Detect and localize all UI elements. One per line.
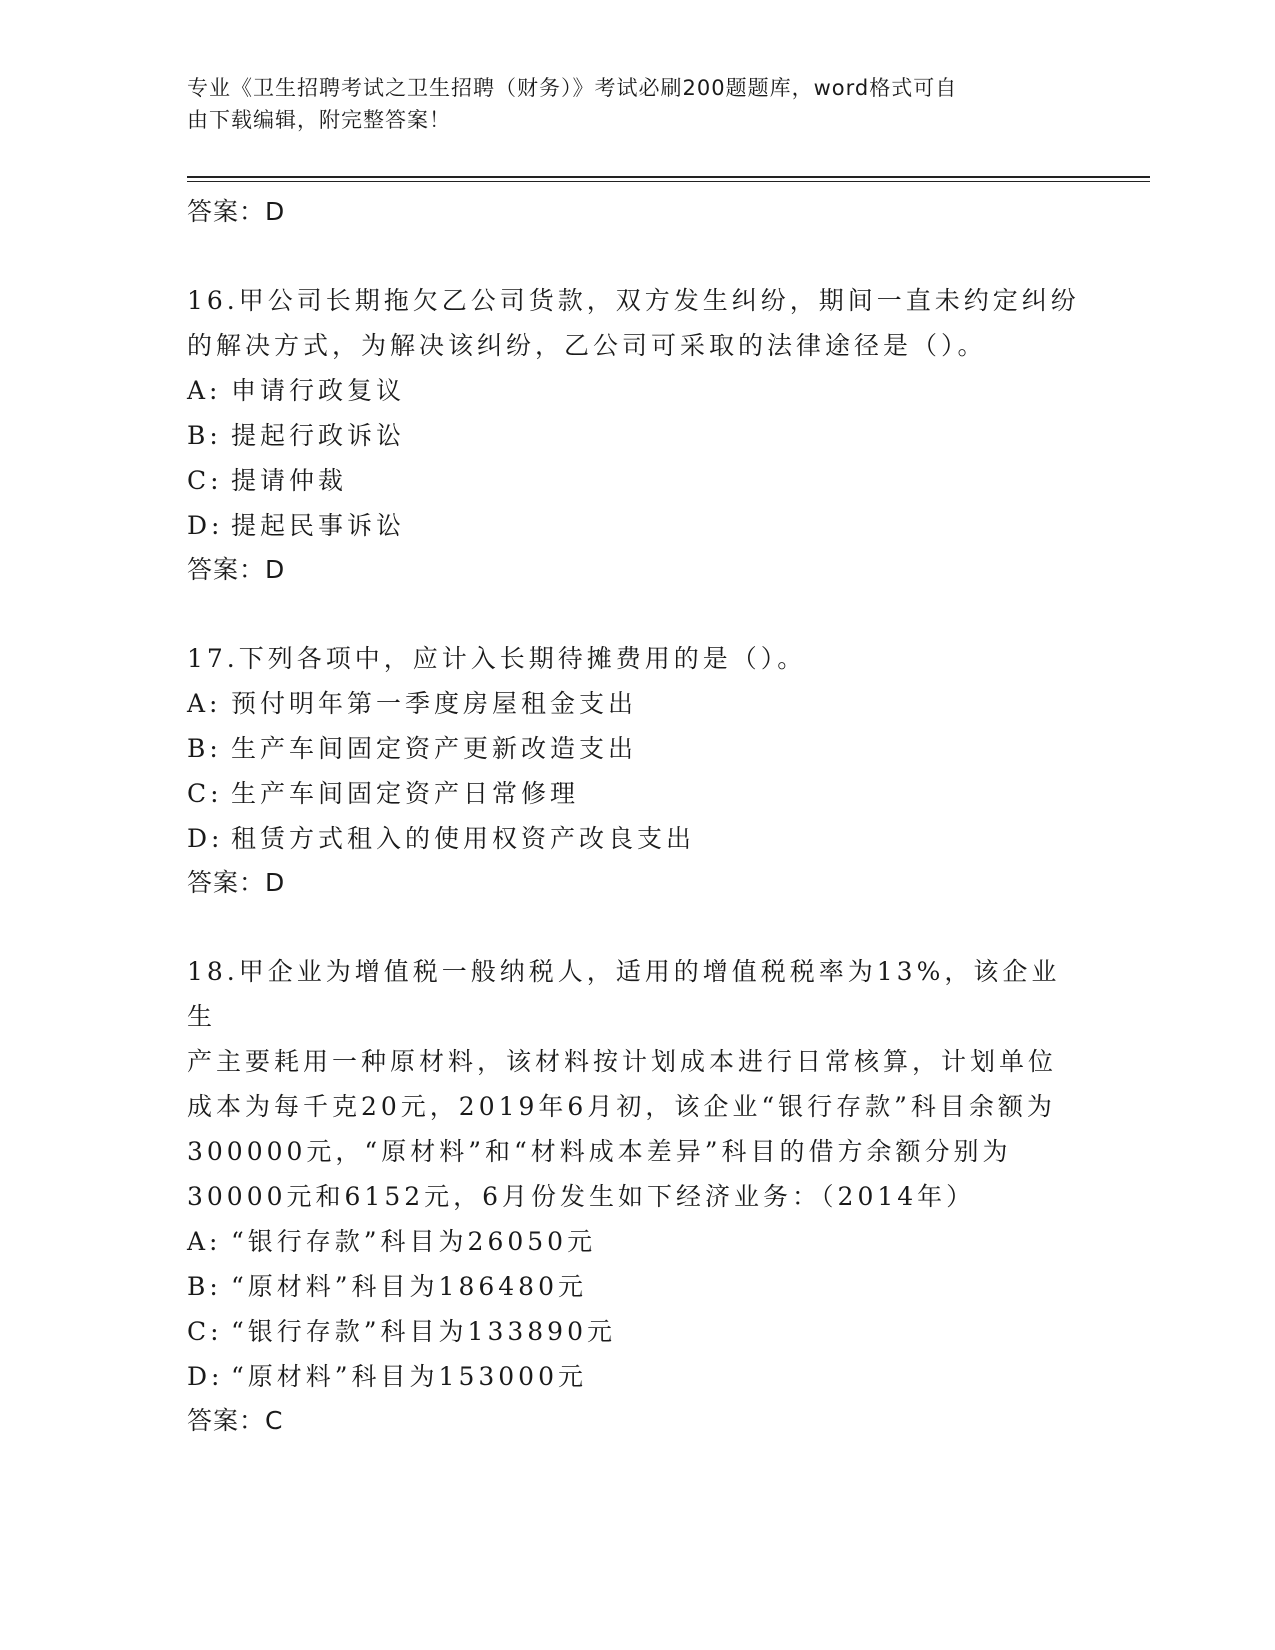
option-letter: D: xyxy=(187,1362,224,1391)
document-body xyxy=(187,190,1087,1443)
option-letter: A: xyxy=(187,689,222,718)
question-16 xyxy=(187,278,1087,592)
option-text: 提请仲裁 xyxy=(231,466,348,495)
option-letter: B: xyxy=(187,734,222,763)
answer-line: 答案：D xyxy=(187,555,286,584)
stem-line: 300000元，“原材料”和“材料成本差异”科目的借方余额分别为 xyxy=(187,1137,1012,1166)
stem-line: 产主要耗用一种原材料，该材料按计划成本进行日常核算，计划单位 xyxy=(187,1047,1058,1076)
option-c xyxy=(187,1309,1087,1354)
option-text: 租赁方式租入的使用权资产改良支出 xyxy=(231,824,696,853)
option-text: 提起民事诉讼 xyxy=(231,511,406,540)
stem-line: 的解决方式，为解决该纠纷，乙公司可采取的法律途径是（）。 xyxy=(187,331,987,360)
option-d xyxy=(187,816,1087,861)
option-text: 申请行政复议 xyxy=(231,376,406,405)
option-a xyxy=(187,1219,1087,1264)
option-a xyxy=(187,368,1087,413)
question-18 xyxy=(187,949,1087,1443)
answer-line: 答案：D xyxy=(187,868,286,897)
stem-line: 17.下列各项中，应计入长期待摊费用的是（）。 xyxy=(187,644,807,673)
option-letter: D: xyxy=(187,824,224,853)
header-rule-thick xyxy=(187,176,1150,178)
question-stem xyxy=(187,949,1087,1219)
option-a xyxy=(187,681,1087,726)
stem-line: 30000元和6152元，6月份发生如下经济业务：（2014年） xyxy=(187,1182,976,1211)
option-letter: A: xyxy=(187,376,222,405)
option-c xyxy=(187,458,1087,503)
option-letter: B: xyxy=(187,421,222,450)
question-stem xyxy=(187,636,1087,681)
header-line-1: 专业《卫生招聘考试之卫生招聘（财务）》考试必刷200题题库，word格式可自 xyxy=(187,76,958,100)
option-b xyxy=(187,726,1087,771)
question-17 xyxy=(187,636,1087,905)
option-letter: D: xyxy=(187,511,224,540)
option-text: 预付明年第一季度房屋租金支出 xyxy=(231,689,638,718)
option-d xyxy=(187,503,1087,548)
page-header xyxy=(187,72,1067,136)
option-text: “原材料”科目为186480元 xyxy=(231,1272,587,1301)
option-text: “银行存款”科目为133890元 xyxy=(231,1317,616,1346)
stem-line: 18.甲企业为增值税一般纳税人，适用的增值税税率为13%，该企业生 xyxy=(187,957,1061,1031)
option-text: 生产车间固定资产更新改造支出 xyxy=(231,734,638,763)
option-text: “原材料”科目为153000元 xyxy=(231,1362,587,1391)
option-letter: C: xyxy=(187,779,223,808)
answer-line: 答案：C xyxy=(187,1406,284,1435)
option-letter: C: xyxy=(187,466,223,495)
option-letter: C: xyxy=(187,1317,223,1346)
option-letter: B: xyxy=(187,1272,222,1301)
stem-line: 16.甲公司长期拖欠乙公司货款，双方发生纠纷，期间一直未约定纠纷 xyxy=(187,286,1080,315)
option-b xyxy=(187,413,1087,458)
option-text: “银行存款”科目为26050元 xyxy=(231,1227,597,1256)
option-d xyxy=(187,1354,1087,1399)
option-b xyxy=(187,1264,1087,1309)
stem-line: 成本为每千克20元，2019年6月初，该企业“银行存款”科目余额为 xyxy=(187,1092,1056,1121)
question-stem xyxy=(187,278,1087,368)
header-rule-thin xyxy=(187,181,1150,182)
option-letter: A: xyxy=(187,1227,222,1256)
option-c xyxy=(187,771,1087,816)
header-line-2: 由下载编辑，附完整答案！ xyxy=(187,108,451,132)
option-text: 提起行政诉讼 xyxy=(231,421,406,450)
answer-line: 答案：D xyxy=(187,197,286,226)
option-text: 生产车间固定资产日常修理 xyxy=(231,779,580,808)
